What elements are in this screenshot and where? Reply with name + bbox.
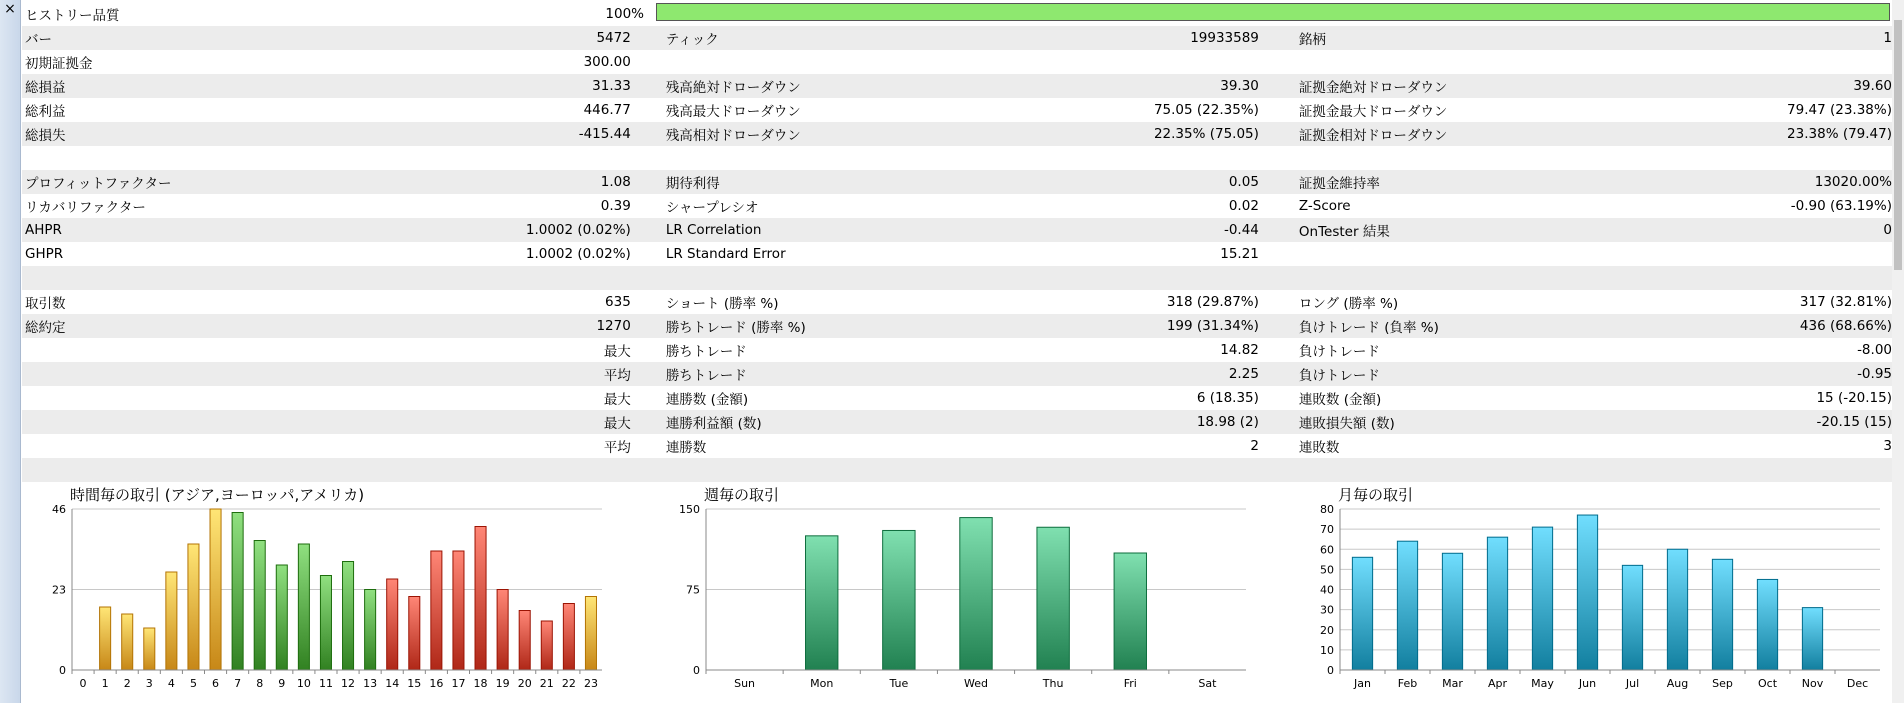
- stat-label: 負けトレード (負率 %): [1298, 320, 1439, 336]
- bar: [883, 530, 915, 670]
- stat-row: [22, 74, 1892, 98]
- report-panel: [22, 0, 1892, 703]
- x-tick-label: Aug: [1666, 677, 1689, 690]
- stat-row: [22, 410, 1892, 434]
- stat-row: [22, 98, 1892, 122]
- stat-value: 最大: [603, 416, 631, 432]
- stat-label: 証拠金絶対ドローダウン: [1298, 80, 1448, 96]
- y-tick-label: 50: [1320, 563, 1334, 577]
- stat-rows: [22, 26, 1892, 482]
- stat-row: [22, 266, 1892, 290]
- bar: [1487, 537, 1507, 670]
- x-tick-label: 11: [318, 677, 333, 690]
- stat-value: -0.95: [1857, 366, 1892, 382]
- x-tick-label: Mon: [810, 677, 834, 690]
- x-tick-label: Dec: [1846, 677, 1869, 690]
- stat-row: [22, 26, 1892, 50]
- stat-value: 39.60: [1853, 78, 1892, 94]
- stat-label: GHPR: [25, 246, 64, 262]
- stat-label: 証拠金最大ドローダウン: [1298, 104, 1448, 120]
- history-quality-value: 100%: [605, 6, 644, 22]
- stat-value: 22.35% (75.05): [1153, 126, 1259, 142]
- monthly-trades-chart: [1290, 500, 1890, 703]
- stat-label: 勝ちトレード (勝率 %): [665, 320, 806, 336]
- bar: [100, 607, 111, 670]
- x-tick-label: 22: [561, 677, 576, 690]
- y-tick-label: 60: [1320, 543, 1334, 557]
- bar: [1352, 557, 1372, 670]
- bar: [1622, 565, 1642, 670]
- bar: [254, 541, 265, 671]
- x-tick-label: Fri: [1123, 677, 1137, 690]
- x-tick-label: 4: [167, 677, 175, 690]
- bar: [806, 536, 838, 670]
- stat-value: 75.05 (22.35%): [1153, 102, 1259, 118]
- stat-value: 14.82: [1220, 342, 1259, 358]
- stat-label: 取引数: [25, 296, 66, 312]
- stat-label: 連敗数 (金額): [1298, 392, 1382, 408]
- bar: [188, 544, 199, 670]
- x-tick-label: Jul: [1625, 677, 1640, 690]
- x-tick-label: 14: [385, 677, 400, 690]
- close-icon[interactable]: ×: [4, 1, 16, 17]
- stat-label: AHPR: [25, 222, 62, 238]
- stat-label: 証拠金相対ドローダウン: [1298, 128, 1448, 144]
- y-tick-label: 0: [693, 664, 700, 677]
- stat-label: 初期証拠金: [25, 56, 93, 72]
- stat-row: [22, 218, 1892, 242]
- bar: [320, 576, 331, 671]
- y-tick-label: 0: [59, 664, 66, 677]
- stat-label: 勝ちトレード: [665, 368, 747, 384]
- x-tick-label: Tue: [889, 677, 909, 690]
- stat-value: 13020.00%: [1814, 174, 1892, 190]
- chart-title-hourly: 時間毎の取引 (アジア,ヨーロッパ,アメリカ): [70, 486, 365, 504]
- stat-label: リカバリファクター: [25, 200, 146, 216]
- bar: [210, 509, 221, 670]
- x-tick-label: 2: [123, 677, 131, 690]
- y-tick-label: 70: [1320, 523, 1334, 537]
- stat-label: OnTester 結果: [1298, 224, 1390, 240]
- x-tick-label: Mar: [1442, 677, 1463, 690]
- x-tick-label: Thu: [1042, 677, 1064, 690]
- stat-value: 446.77: [583, 102, 631, 118]
- x-tick-label: 16: [429, 677, 444, 690]
- stat-label: 残高最大ドローダウン: [665, 104, 801, 120]
- stat-value: 最大: [603, 392, 631, 408]
- bar: [563, 604, 574, 671]
- y-tick-label: 0: [1327, 664, 1334, 677]
- stat-value: 317 (32.81%): [1799, 294, 1892, 310]
- bar: [431, 551, 442, 670]
- x-tick-label: 1: [101, 677, 109, 690]
- x-tick-label: Nov: [1801, 677, 1824, 690]
- bar: [453, 551, 464, 670]
- stat-value: 23.38% (79.47): [1787, 126, 1892, 142]
- bar: [960, 518, 992, 670]
- x-tick-label: Feb: [1397, 677, 1418, 690]
- x-tick-label: 13: [363, 677, 378, 690]
- bar: [475, 527, 486, 671]
- stat-label: ショート (勝率 %): [665, 296, 779, 312]
- stat-value: -0.44: [1223, 222, 1259, 238]
- stat-value: 1: [1883, 30, 1892, 46]
- bar: [1802, 608, 1822, 670]
- stat-value: 3: [1883, 438, 1892, 454]
- x-tick-label: Jun: [1578, 677, 1597, 690]
- stat-value: 15 (-20.15): [1816, 390, 1892, 406]
- stat-label: 残高絶対ドローダウン: [665, 80, 801, 96]
- x-tick-label: 17: [451, 677, 466, 690]
- x-tick-label: 21: [539, 677, 554, 690]
- stat-value: 平均: [603, 368, 631, 384]
- stat-label: LR Correlation: [665, 222, 762, 238]
- y-tick-label: 23: [52, 583, 66, 597]
- stat-row: [22, 50, 1892, 74]
- stat-value: 1.08: [600, 174, 631, 190]
- chart-title-monthly: 月毎の取引: [1338, 486, 1414, 504]
- x-tick-label: Sep: [1712, 677, 1733, 690]
- x-tick-label: 15: [407, 677, 422, 690]
- stat-value: 436 (68.66%): [1799, 318, 1892, 334]
- stat-value: -8.00: [1857, 342, 1892, 358]
- stat-row: [22, 170, 1892, 194]
- x-tick-label: 10: [296, 677, 311, 690]
- x-tick-label: 3: [145, 677, 153, 690]
- stat-value: 最大: [603, 344, 631, 360]
- stat-label: 連勝利益額 (数): [665, 416, 762, 432]
- vertical-scrollbar[interactable]: [1892, 0, 1904, 703]
- stat-label: 負けトレード: [1298, 368, 1380, 384]
- bar: [1712, 559, 1732, 670]
- stat-label: 連敗数: [1298, 440, 1340, 456]
- hourly-trades-chart: [22, 500, 622, 703]
- y-tick-label: 10: [1320, 643, 1334, 657]
- y-tick-label: 150: [679, 503, 700, 516]
- stat-value: 300.00: [583, 54, 631, 70]
- stat-value: -415.44: [578, 126, 631, 142]
- x-tick-label: 20: [517, 677, 532, 690]
- x-tick-label: 8: [256, 677, 264, 690]
- bar: [585, 597, 596, 671]
- weekly-trades-chart: [656, 500, 1256, 703]
- scrollbar-thumb[interactable]: [1894, 20, 1902, 270]
- x-tick-label: Sun: [734, 677, 756, 690]
- bar: [122, 614, 133, 670]
- stat-label: 総約定: [25, 320, 66, 336]
- stat-value: 1270: [596, 318, 631, 334]
- stat-value: 0.39: [600, 198, 631, 214]
- stat-label: 残高相対ドローダウン: [665, 128, 801, 144]
- chart-title-weekly: 週毎の取引: [704, 486, 780, 504]
- bar: [541, 621, 552, 670]
- stats-table: [22, 2, 1892, 482]
- bar: [276, 565, 287, 670]
- x-tick-label: 12: [341, 677, 356, 690]
- bar: [232, 513, 243, 671]
- stat-value: 318 (29.87%): [1166, 294, 1259, 310]
- stat-value: -0.90 (63.19%): [1790, 198, 1892, 214]
- stat-value: 5472: [596, 30, 631, 46]
- x-tick-label: Wed: [964, 677, 988, 690]
- stat-value: 15.21: [1220, 246, 1259, 262]
- y-tick-label: 75: [686, 583, 700, 597]
- stat-row: [22, 338, 1892, 362]
- sidebar-panel: [0, 0, 21, 703]
- bar: [1397, 541, 1417, 670]
- stat-label: 証拠金維持率: [1298, 176, 1380, 192]
- stat-label: シャープレシオ: [665, 200, 759, 216]
- stat-row: [22, 458, 1892, 482]
- y-tick-label: 30: [1320, 603, 1334, 617]
- x-tick-label: 9: [278, 677, 286, 690]
- stat-value: 平均: [603, 440, 631, 456]
- stat-label: バー: [25, 32, 52, 48]
- x-tick-label: May: [1531, 677, 1554, 690]
- stat-label: 総利益: [25, 104, 66, 120]
- stat-label: 総損失: [25, 128, 66, 144]
- stat-value: 0.02: [1228, 198, 1259, 214]
- stat-row: [22, 194, 1892, 218]
- stat-value: 6 (18.35): [1196, 390, 1259, 406]
- stat-row: [22, 386, 1892, 410]
- stat-value: 79.47 (23.38%): [1787, 102, 1892, 118]
- y-tick-label: 20: [1320, 623, 1334, 637]
- stat-row: [22, 362, 1892, 386]
- stat-label: 連敗損失額 (数): [1298, 416, 1395, 432]
- bar: [519, 611, 530, 671]
- stat-value: 0.05: [1228, 174, 1259, 190]
- y-tick-label: 80: [1320, 503, 1334, 516]
- bar: [1114, 553, 1146, 670]
- stat-label: 期待利得: [665, 176, 720, 192]
- stat-label: 連勝数: [665, 440, 707, 456]
- y-tick-label: 46: [52, 503, 66, 516]
- stat-row: [22, 146, 1892, 170]
- stat-label: 負けトレード: [1298, 344, 1380, 360]
- x-tick-label: Jan: [1354, 677, 1371, 690]
- bar: [1037, 527, 1069, 670]
- stat-value: 39.30: [1220, 78, 1259, 94]
- x-tick-label: 18: [473, 677, 488, 690]
- stat-value: 2: [1250, 438, 1259, 454]
- stat-row: [22, 242, 1892, 266]
- x-tick-label: 5: [189, 677, 197, 690]
- x-tick-label: Oct: [1757, 677, 1778, 690]
- stat-value: 19933589: [1190, 30, 1259, 46]
- history-quality-bar: [656, 3, 1890, 21]
- stat-label: 勝ちトレード: [665, 344, 747, 360]
- stat-label: ロング (勝率 %): [1298, 296, 1399, 312]
- bar: [1577, 515, 1597, 670]
- bar: [1757, 579, 1777, 670]
- stat-label: LR Standard Error: [665, 246, 786, 262]
- stat-label: プロフィットファクター: [25, 176, 172, 192]
- x-tick-label: 7: [234, 677, 242, 690]
- stat-value: 199 (31.34%): [1166, 318, 1259, 334]
- history-quality-label: ヒストリー品質: [25, 8, 120, 24]
- x-tick-label: 23: [583, 677, 598, 690]
- bar: [387, 579, 398, 670]
- bar: [365, 590, 376, 671]
- bar: [1442, 553, 1462, 670]
- stat-label: 総損益: [25, 80, 66, 96]
- stat-value: -20.15 (15): [1816, 414, 1892, 430]
- stat-value: 18.98 (2): [1196, 414, 1259, 430]
- stat-value: 1.0002 (0.02%): [525, 246, 631, 262]
- bar: [144, 628, 155, 670]
- bar: [166, 572, 177, 670]
- x-tick-label: Apr: [1487, 677, 1508, 690]
- bar: [409, 597, 420, 671]
- stat-label: 連勝数 (金額): [665, 392, 749, 408]
- stat-value: 635: [605, 294, 631, 310]
- stat-value: 0: [1883, 222, 1892, 238]
- x-tick-label: Sat: [1198, 677, 1217, 690]
- stat-row: [22, 434, 1892, 458]
- x-tick-label: 19: [495, 677, 510, 690]
- stat-row: [22, 122, 1892, 146]
- stat-row: [22, 314, 1892, 338]
- stat-value: 1.0002 (0.02%): [525, 222, 631, 238]
- x-tick-label: 0: [79, 677, 87, 690]
- stat-label: Z-Score: [1298, 198, 1351, 214]
- y-tick-label: 40: [1320, 583, 1334, 597]
- stat-label: 銘柄: [1298, 32, 1326, 48]
- bar: [497, 590, 508, 671]
- bar: [1667, 549, 1687, 670]
- bar: [1532, 527, 1552, 670]
- x-tick-label: 6: [212, 677, 220, 690]
- stat-value: 31.33: [592, 78, 631, 94]
- bar: [298, 544, 309, 670]
- stat-value: 2.25: [1228, 366, 1259, 382]
- stat-label: ティック: [665, 32, 719, 48]
- bar: [343, 562, 354, 671]
- stat-row: [22, 290, 1892, 314]
